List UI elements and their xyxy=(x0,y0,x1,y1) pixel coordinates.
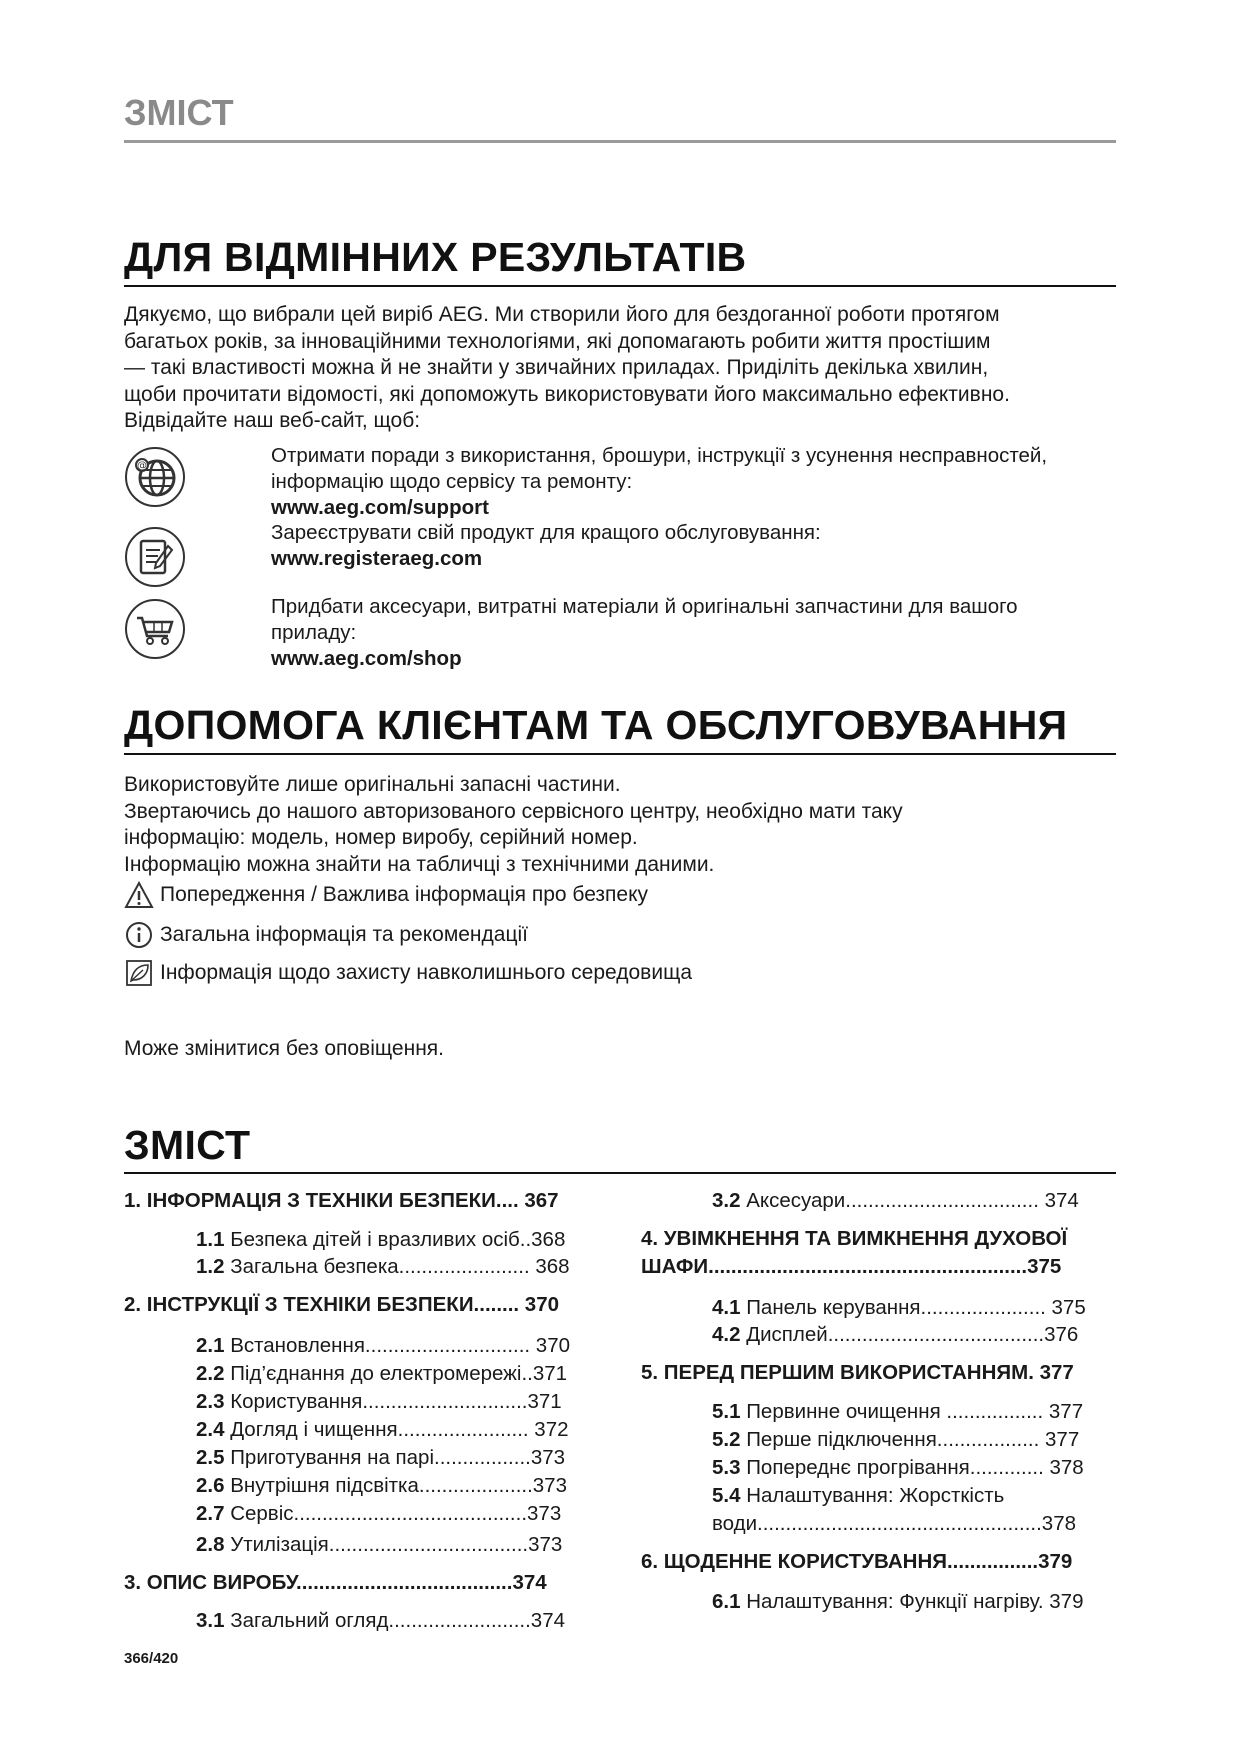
legend-warning xyxy=(124,880,648,910)
toc-number: 1.2 xyxy=(196,1255,225,1278)
support-paragraph-line-3: інформацію: модель, номер виробу, серійний номер. xyxy=(124,826,638,849)
toc-item-2-5[interactable] xyxy=(196,1445,565,1471)
support-paragraph-line-1: Використовуйте лише оригінальні запасні частини. xyxy=(124,773,621,796)
toc-item-2-3[interactable] xyxy=(196,1389,562,1415)
toc-chapter-1[interactable]: 1. ІНФОРМАЦІЯ З ТЕХНІКИ БЕЗПЕКИ.... 367 xyxy=(124,1189,559,1212)
toc-chapter-2[interactable]: 2. ІНСТРУКЦІЇ З ТЕХНІКИ БЕЗПЕКИ........ 370 xyxy=(124,1293,560,1316)
section-title-results: ДЛЯ ВІДМІННИХ РЕЗУЛЬТАТІВ xyxy=(124,234,747,280)
toc-item-3-1[interactable] xyxy=(196,1608,565,1634)
toc-item-3-2[interactable] xyxy=(712,1188,1079,1214)
results-intro xyxy=(124,302,1124,435)
toc-item-5-1[interactable] xyxy=(712,1399,1083,1425)
register-url-link[interactable]: www.registeraeg.com xyxy=(271,547,483,570)
toc-item-2-2[interactable] xyxy=(196,1361,567,1387)
toc-chapter-4-line-2[interactable]: ШАФИ........................................................375 xyxy=(641,1255,1062,1278)
toc-number: 2.6 xyxy=(196,1474,225,1497)
toc-number: 6.1 xyxy=(712,1590,741,1613)
toc-label: Загальний огляд.........................374 xyxy=(224,1609,566,1632)
section-rule-results xyxy=(124,285,1116,287)
legend-environment-text: Інформація щодо захисту навколишнього середовища xyxy=(160,961,693,984)
change-notice: Може змінитися без оповіщення. xyxy=(124,1037,444,1060)
page-header-title: ЗМІСТ xyxy=(124,92,234,133)
legend-info-text: Загальна інформація та рекомендації xyxy=(160,923,528,946)
support-paragraph-line-2: Звертаючись до нашого авторизованого сервісного центру, необхідно мати таку xyxy=(124,799,903,823)
toc-label: Дисплей......................................376 xyxy=(740,1323,1079,1346)
toc-label: Загальна безпека....................... 368 xyxy=(224,1255,570,1278)
toc-label: Внутрішня підсвітка....................373 xyxy=(224,1474,567,1497)
toc-number: 3.1 xyxy=(196,1609,225,1632)
toc-label: Первинне очищення ................. 377 xyxy=(740,1400,1084,1423)
toc-item-2-4[interactable] xyxy=(196,1417,569,1443)
warning-icon xyxy=(124,880,154,910)
toc-item-4-1[interactable] xyxy=(712,1295,1086,1321)
register-info xyxy=(271,520,1131,572)
header-rule xyxy=(124,140,1116,143)
section-title-toc: ЗМІСТ xyxy=(124,1122,251,1168)
toc-label: Безпека дітей і вразливих осіб..368 xyxy=(224,1228,566,1251)
results-line-1: Дякуємо, що вибрали цей виріб AEG. Ми створили його для бездоганної роботи протягом xyxy=(124,303,1000,326)
toc-number: 2.5 xyxy=(196,1446,225,1469)
section-rule-support xyxy=(124,753,1116,755)
toc-number: 3.2 xyxy=(712,1189,741,1212)
toc-item-6-1[interactable] xyxy=(712,1589,1083,1615)
toc-number: 5.4 xyxy=(712,1484,741,1507)
toc-label: Перше підключення.................. 377 xyxy=(740,1428,1080,1451)
toc-chapter-3[interactable]: 3. ОПИС ВИРОБУ......................................374 xyxy=(124,1571,547,1594)
toc-number: 5.2 xyxy=(712,1428,741,1451)
toc-label: Приготування на парі.................373 xyxy=(224,1446,566,1469)
support-line-1: Отримати поради з використання, брошури, інструкції з усунення несправностей, xyxy=(271,444,1048,467)
shop-url-link[interactable]: www.aeg.com/shop xyxy=(271,647,462,670)
support-paragraph-line-4: Інформацію можна знайти на табличці з технічними даними. xyxy=(124,852,715,876)
toc-item-5-2[interactable] xyxy=(712,1427,1079,1453)
legend-environment xyxy=(124,958,692,988)
toc-label: Під’єднання до електромережі..371 xyxy=(224,1362,568,1385)
toc-number: 2.1 xyxy=(196,1334,225,1357)
toc-item-4-2[interactable] xyxy=(712,1322,1078,1348)
section-title-support: ДОПОМОГА КЛІЄНТАМ ТА ОБСЛУГОВУВАННЯ xyxy=(124,702,1068,748)
shop-line-1: Придбати аксесуари, витратні матеріали й оригінальні запчастини для вашого xyxy=(271,595,1018,618)
toc-label: Користування.............................371 xyxy=(224,1390,562,1413)
toc-item-1-2[interactable] xyxy=(196,1254,570,1280)
globe-icon xyxy=(124,446,186,508)
results-line-5: Відвідайте наш веб-сайт, щоб: xyxy=(124,409,421,432)
toc-number: 1.1 xyxy=(196,1228,225,1251)
toc-item-2-7[interactable] xyxy=(196,1501,561,1527)
toc-label: Аксесуари.................................. 374 xyxy=(740,1189,1079,1212)
info-icon xyxy=(124,920,154,950)
toc-label: Догляд і чищення....................... 372 xyxy=(224,1418,569,1441)
page-number: 366/420 xyxy=(124,1650,179,1667)
toc-label: Сервіс.........................................373 xyxy=(224,1502,562,1525)
toc-number: 5.1 xyxy=(712,1400,741,1423)
toc-chapter-5[interactable]: 5. ПЕРЕД ПЕРШИМ ВИКОРИСТАННЯМ. 377 xyxy=(641,1361,1074,1384)
toc-label: Встановлення............................. 370 xyxy=(224,1334,570,1357)
toc-item-5-3[interactable] xyxy=(712,1455,1084,1481)
results-line-3: — такі властивості можна й не знайти у звичайних приладах. Приділіть декілька хвилин, xyxy=(124,356,989,379)
shop-line-2: приладу: xyxy=(271,621,357,644)
support-url-link[interactable]: www.aeg.com/support xyxy=(271,496,489,519)
results-line-4: щоби прочитати відомості, які допоможуть використовувати його максимально ефективно. xyxy=(124,382,1010,406)
toc-chapter-4-line-1[interactable]: 4. УВІМКНЕННЯ ТА ВИМКНЕННЯ ДУХОВОЇ xyxy=(641,1227,1068,1250)
legend-info xyxy=(124,920,528,950)
support-info xyxy=(271,443,1131,521)
support-line-2: інформацію щодо сервісу та ремонту: xyxy=(271,470,633,493)
toc-number: 2.8 xyxy=(196,1533,225,1556)
results-line-2: багатьох років, за інноваційними технологіями, які допомагають робити життя простішим xyxy=(124,329,991,353)
toc-label: Панель керування...................... 375 xyxy=(740,1296,1086,1319)
toc-label: Утилізація...................................373 xyxy=(224,1533,563,1556)
toc-item-2-1[interactable] xyxy=(196,1333,570,1359)
toc-number: 2.7 xyxy=(196,1502,225,1525)
toc-item-2-8[interactable] xyxy=(196,1532,562,1558)
register-line-1: Зареєструвати свій продукт для кращого обслуговування: xyxy=(271,521,821,544)
toc-chapter-6[interactable]: 6. ЩОДЕННЕ КОРИСТУВАННЯ................379 xyxy=(641,1550,1073,1573)
toc-item-5-4[interactable] xyxy=(712,1483,1004,1509)
register-form-icon xyxy=(124,526,186,588)
section-rule-toc xyxy=(124,1172,1116,1174)
toc-number: 4.1 xyxy=(712,1296,741,1319)
toc-item-1-1[interactable] xyxy=(196,1227,565,1253)
toc-number: 2.2 xyxy=(196,1362,225,1385)
toc-number: 5.3 xyxy=(712,1456,741,1479)
toc-number: 2.4 xyxy=(196,1418,225,1441)
support-intro xyxy=(124,772,1124,878)
toc-label: Налаштування: Жорсткість xyxy=(740,1484,1005,1507)
leaf-icon xyxy=(124,958,154,988)
legend-warning-text: Попередження / Важлива інформація про безпеку xyxy=(160,883,649,906)
toc-item-5-4-cont[interactable]: води..................................................378 xyxy=(712,1512,1077,1535)
toc-label: Налаштування: Функції нагріву. 379 xyxy=(740,1590,1084,1613)
toc-item-2-6[interactable] xyxy=(196,1473,567,1499)
toc-number: 4.2 xyxy=(712,1323,741,1346)
toc-label: Попереднє прогрівання............. 378 xyxy=(740,1456,1084,1479)
toc-number: 2.3 xyxy=(196,1390,225,1413)
shopping-cart-icon xyxy=(124,598,186,660)
shop-info xyxy=(271,594,1131,672)
svg-text:@: @ xyxy=(137,460,147,472)
